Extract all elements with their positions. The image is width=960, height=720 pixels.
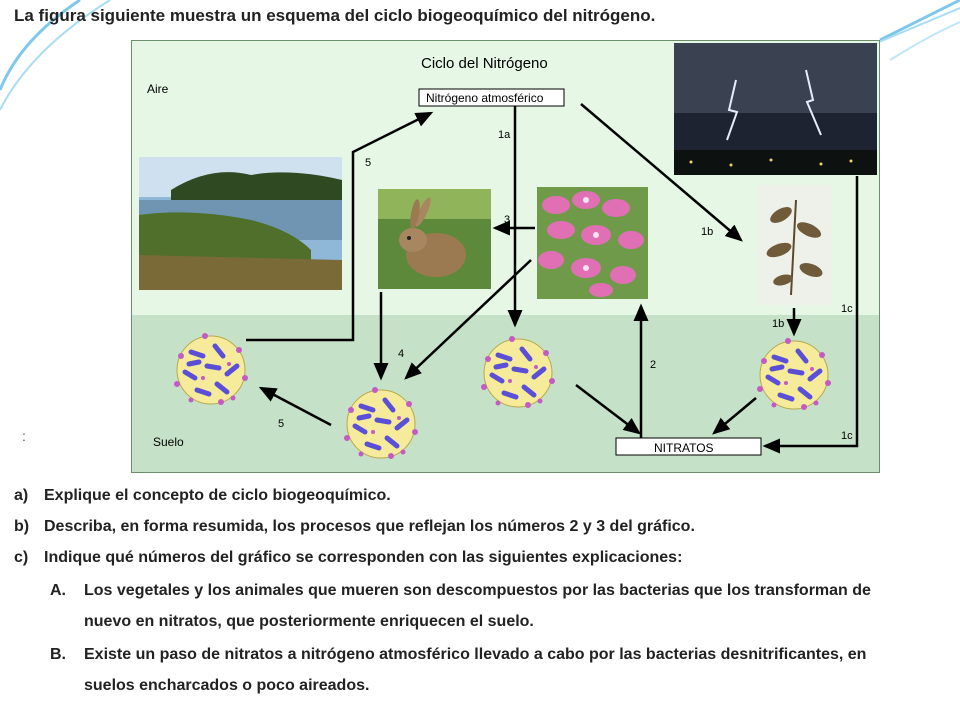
page-title: La figura siguiente muestra un esquema del ciclo biogeoquímico del nitrógeno. — [14, 6, 656, 25]
label-5-top: 5 — [365, 157, 372, 169]
item-A-marker: A. — [50, 582, 66, 599]
question-c-text: Indique qué números del gráfico se corresponden con las siguientes explicaciones: — [44, 549, 683, 566]
question-b-text: Describa, en forma resumida, los procesos que reflejan los números 2 y 3 del gráfico. — [44, 518, 695, 535]
item-B-marker: B. — [50, 646, 66, 663]
label-4: 4 — [398, 348, 405, 360]
item-B-line1 — [50, 646, 866, 664]
soil-label: Suelo — [153, 435, 184, 449]
nitratos-label: NITRATOS — [654, 441, 714, 455]
foxglove-flower-image — [537, 187, 648, 299]
label-5-bottom: 5 — [278, 418, 285, 430]
item-A-line1 — [50, 582, 871, 600]
atmospheric-nitrogen-label: Nitrógeno atmosférico — [426, 91, 544, 105]
item-A-text-2: nuevo en nitratos, que posteriormente enriquecen el suelo. — [84, 613, 534, 630]
question-c-marker: c) — [14, 549, 29, 566]
item-B-text-1: Existe un paso de nitratos a nitrógeno atmosférico llevado a cabo por las bacterias desnitrificantes, en — [84, 646, 867, 663]
label-1c-top: 1c — [841, 303, 853, 315]
stray-mark: : — [22, 428, 26, 444]
question-a — [14, 487, 391, 505]
item-A-text-1: Los vegetales y los animales que mueren son descompuestos por las bacterias que los transforman de — [84, 582, 871, 599]
rabbit-image — [378, 189, 491, 289]
label-1b-top: 1b — [701, 226, 714, 238]
label-3: 3 — [504, 214, 511, 226]
question-c — [14, 549, 682, 567]
item-B-text-2: suelos encharcados o poco aireados. — [84, 677, 370, 694]
question-b — [14, 518, 695, 536]
question-a-marker: a) — [14, 487, 29, 504]
diagram-title: Ciclo del Nitrógeno — [421, 55, 548, 72]
lightning-image — [674, 43, 877, 175]
question-b-marker: b) — [14, 518, 30, 535]
label-2: 2 — [650, 359, 657, 371]
marsh-image — [139, 157, 342, 290]
question-a-text: Explique el concepto de ciclo biogeoquímico. — [44, 487, 391, 504]
dead-plant-image — [758, 185, 832, 305]
label-1c-bottom: 1c — [841, 430, 853, 442]
nitrogen-cycle-diagram — [131, 40, 880, 473]
air-label: Aire — [147, 82, 169, 96]
label-1a: 1a — [498, 129, 511, 141]
label-1b-mid: 1b — [772, 318, 785, 330]
